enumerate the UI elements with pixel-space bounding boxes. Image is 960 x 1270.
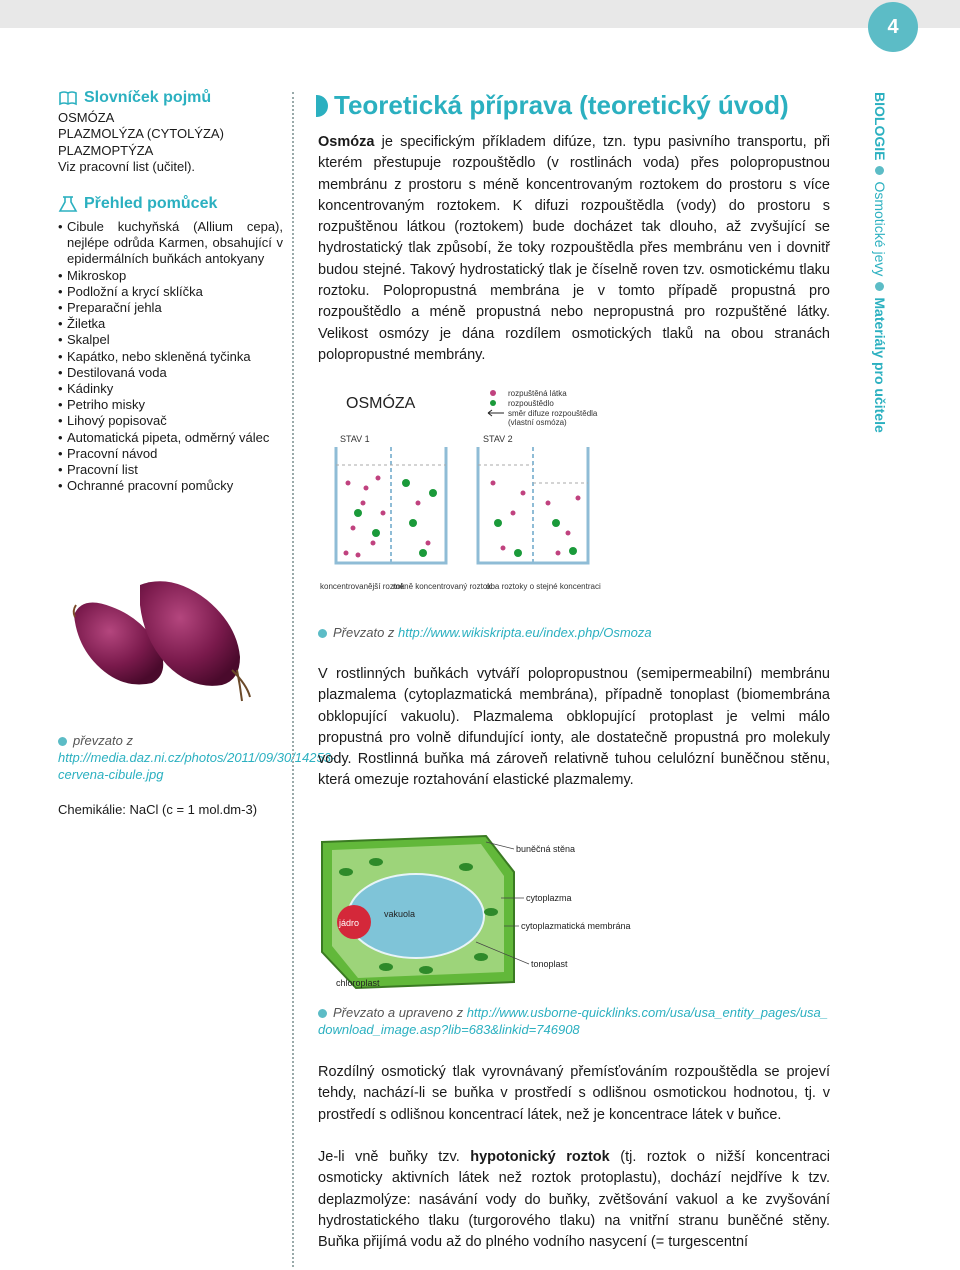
- hypotonic-paragraph: [318, 1147, 830, 1253]
- plant-cell-diagram: [316, 832, 631, 992]
- osmosis-diagram: [318, 383, 618, 615]
- para-text: (tj. roztok o nižší koncentraci osmoticky aktivních látek než roztok protoplastu), dochází nejdříve k tzv. deplazmolýze: nasávání vody do buňky, zvětšování vakuol a ke zvyšování hydrostatického tlaku (turgorového tlaku) na vnitřní stranu buněčné stěny. Buňka přijímá vodu až do plného vodního nasycení (= turgescentní: [318, 1149, 830, 1251]
- term-hypotonic: hypotonický roztok: [470, 1149, 610, 1165]
- state1-label: STAV 1: [340, 434, 370, 444]
- top-bar: [0, 0, 960, 28]
- list-item: • Mikroskop: [58, 268, 283, 284]
- section-heading: [316, 90, 789, 121]
- book-icon: [58, 90, 78, 106]
- glossary-heading: [58, 90, 283, 106]
- list-item: • Preparační jehla: [58, 300, 283, 316]
- glossary-line: PLAZMOPTÝZA: [58, 142, 154, 158]
- solute-legend-icon: [490, 390, 496, 396]
- section-title: Teoretická příprava (teoretický úvod): [334, 90, 789, 120]
- onion-credit-link[interactable]: http://media.daz.ni.cz/photos/2011/09/30/14253-cervena-cibule.jpg: [58, 750, 336, 782]
- list-item: • Pracovní návod: [58, 446, 283, 462]
- list-item: • Podložní a krycí sklíčka: [58, 284, 283, 300]
- glossary-title: Slovníček pojmů: [84, 89, 212, 106]
- membrane-label: cytoplazmatická membrána: [521, 921, 631, 931]
- legend-direction: směr difuze rozpouštědla: [508, 409, 598, 418]
- caption-concentrated: koncentrovanější roztok: [320, 582, 405, 591]
- page-number-badge: 4: [868, 2, 918, 52]
- list-item: • Žiletka: [58, 316, 283, 332]
- list-item: • Petriho misky: [58, 397, 283, 413]
- list-item: • Kádinky: [58, 381, 283, 397]
- chemicals-note: Chemikálie: NaCl (c = 1 mol.dm-3): [58, 802, 258, 817]
- side-label-topic: Osmotické jevy: [872, 181, 888, 277]
- osmosis-title: OSMÓZA: [346, 395, 416, 412]
- dot-icon: [318, 1009, 327, 1018]
- caption-less-concentrated: méně koncentrovaný roztok: [393, 582, 492, 591]
- solvent-legend-icon: [490, 400, 496, 406]
- osmosis-credit: [318, 624, 830, 641]
- state2-label: STAV 2: [483, 434, 513, 444]
- credit-prefix: Převzato z: [333, 625, 399, 640]
- list-item: • Lihový popisovač: [58, 413, 283, 429]
- flask-icon: [58, 195, 78, 213]
- wall-label: buněčná stěna: [516, 844, 576, 854]
- legend-solvent: rozpouštědlo: [508, 399, 554, 408]
- osmotic-pressure-paragraph: Rozdílný osmotický tlak vyrovnávaný přemísťováním rozpouštědla se projeví tehdy, nachází-li se buňka v prostředí s odlišnou osmotickou hodnotou, tj. v prostředí s odlišnou koncentrací látek, než je koncentrace látek v buňce.: [318, 1064, 830, 1123]
- list-item: • Pracovní list: [58, 462, 283, 478]
- legend-solute: rozpuštěná látka: [508, 389, 567, 398]
- list-item: • Ochranné pracovní pomůcky: [58, 478, 283, 494]
- chloroplast-label: chloroplast: [336, 978, 380, 988]
- membrane-paragraph: V rostlinných buňkách vytváří polopropustnou (semipermeabilní) membránu plazmalema (cytoplazmatická membrána), případně tonoplast (biomembrána obklopující vakuolu). Plazmalema obklopující protoplast je velmi málo propustná pro volně difundující ionty, ale dostatečně propustná pro molekuly vody. Rostlinná buňka má zároveň relativně tuhou celulózní buněčnou stěnu, která omezuje roztahování elastické plazmalemy.: [318, 666, 830, 789]
- caption-equal: oba roztoky o stejné koncentraci: [486, 582, 601, 591]
- heading-marker-icon: [316, 95, 328, 117]
- cytoplasm-label: cytoplazma: [526, 893, 572, 903]
- side-label: [868, 92, 908, 472]
- side-label-subject: BIOLOGIE: [872, 92, 888, 161]
- credit-prefix: Převzato a upraveno z: [333, 1005, 467, 1020]
- cell-credit: [318, 1004, 838, 1038]
- vacuole-label: vakuola: [384, 909, 416, 919]
- para-text: Je-li vně buňky tzv.: [318, 1149, 471, 1165]
- intro-paragraph: [318, 132, 830, 366]
- list-item: • Destilovaná voda: [58, 365, 283, 381]
- list-item: • Skalpel: [58, 332, 283, 348]
- list-item: • Automatická pipeta, odměrný válec: [58, 430, 283, 446]
- side-label-audience: Materiály pro učitele: [872, 297, 888, 433]
- glossary-list: [58, 110, 283, 175]
- tools-list: [58, 219, 283, 494]
- list-item-text: Cibule kuchyňská (Allium cepa), nejlépe odrůda Karmen, obsahující v epidermálních buňkách antokyany: [67, 219, 283, 267]
- legend-osmosis: (vlastní osmóza): [508, 418, 567, 427]
- intro-text: je specifickým příkladem difúze, tzn. typu pasivního transportu, při kterém přestupuje rozpouštědlo (v rostlinách voda) přes polopropustnou membránu z prostoru s méně koncentrovaným roztokem do prostoru s více koncentrovaným roztokem. K difuzi rozpouštědla (vody) do prostoru s rozpuštěnou látkou (roztokem) bude docházet tak dlouho, až zvyšující se hydrostatický tlak způsobí, že toky rozpouštědla přes membránu ven i dovnitř budou stejné. Takový hydrostatický tlak je číselně roven tzv. osmotickému tlaku roztoku. Polopropustná membrána je v tomto případě propustná pro rozpouštědlo a méně propustná nebo nepropustná pro rozpuštěné látky. Velikost osmózy je dána rozdílem osmotických tlaků na obou stranách polopropustné membrány.: [318, 134, 830, 363]
- credit-prefix: převzato z: [73, 733, 133, 748]
- osmosis-credit-link[interactable]: http://www.wikiskripta.eu/index.php/Osmoza: [398, 625, 652, 640]
- list-item: [58, 219, 283, 268]
- tools-heading: [58, 195, 283, 213]
- cell-credit-link[interactable]: http://www.usborne-quicklinks.com/usa/usa_entity_pages/usa_ download_image.asp?lib=683&linkid=746908: [318, 1005, 829, 1037]
- nucleus-label: jádro: [339, 918, 360, 928]
- term-osmoza: Osmóza: [318, 134, 375, 150]
- arrow-icon: [488, 410, 504, 416]
- dot-icon: [876, 166, 885, 175]
- left-column: [58, 90, 283, 494]
- dot-icon: [318, 629, 327, 638]
- dot-icon: [58, 737, 67, 746]
- glossary-line: Viz pracovní list (učitel).: [58, 158, 196, 174]
- column-divider: [292, 92, 294, 1267]
- glossary-line: PLAZMOLÝZA (CYTOLÝZA): [58, 126, 224, 142]
- tools-title: Přehled pomůcek: [84, 194, 218, 212]
- list-item: • Kapátko, nebo skleněná tyčinka: [58, 349, 283, 365]
- tonoplast-label: tonoplast: [531, 959, 568, 969]
- red-onion-image: [72, 575, 262, 705]
- onion-credit: [58, 732, 336, 783]
- dot-icon: [876, 282, 885, 291]
- glossary-line: OSMÓZA: [58, 110, 115, 126]
